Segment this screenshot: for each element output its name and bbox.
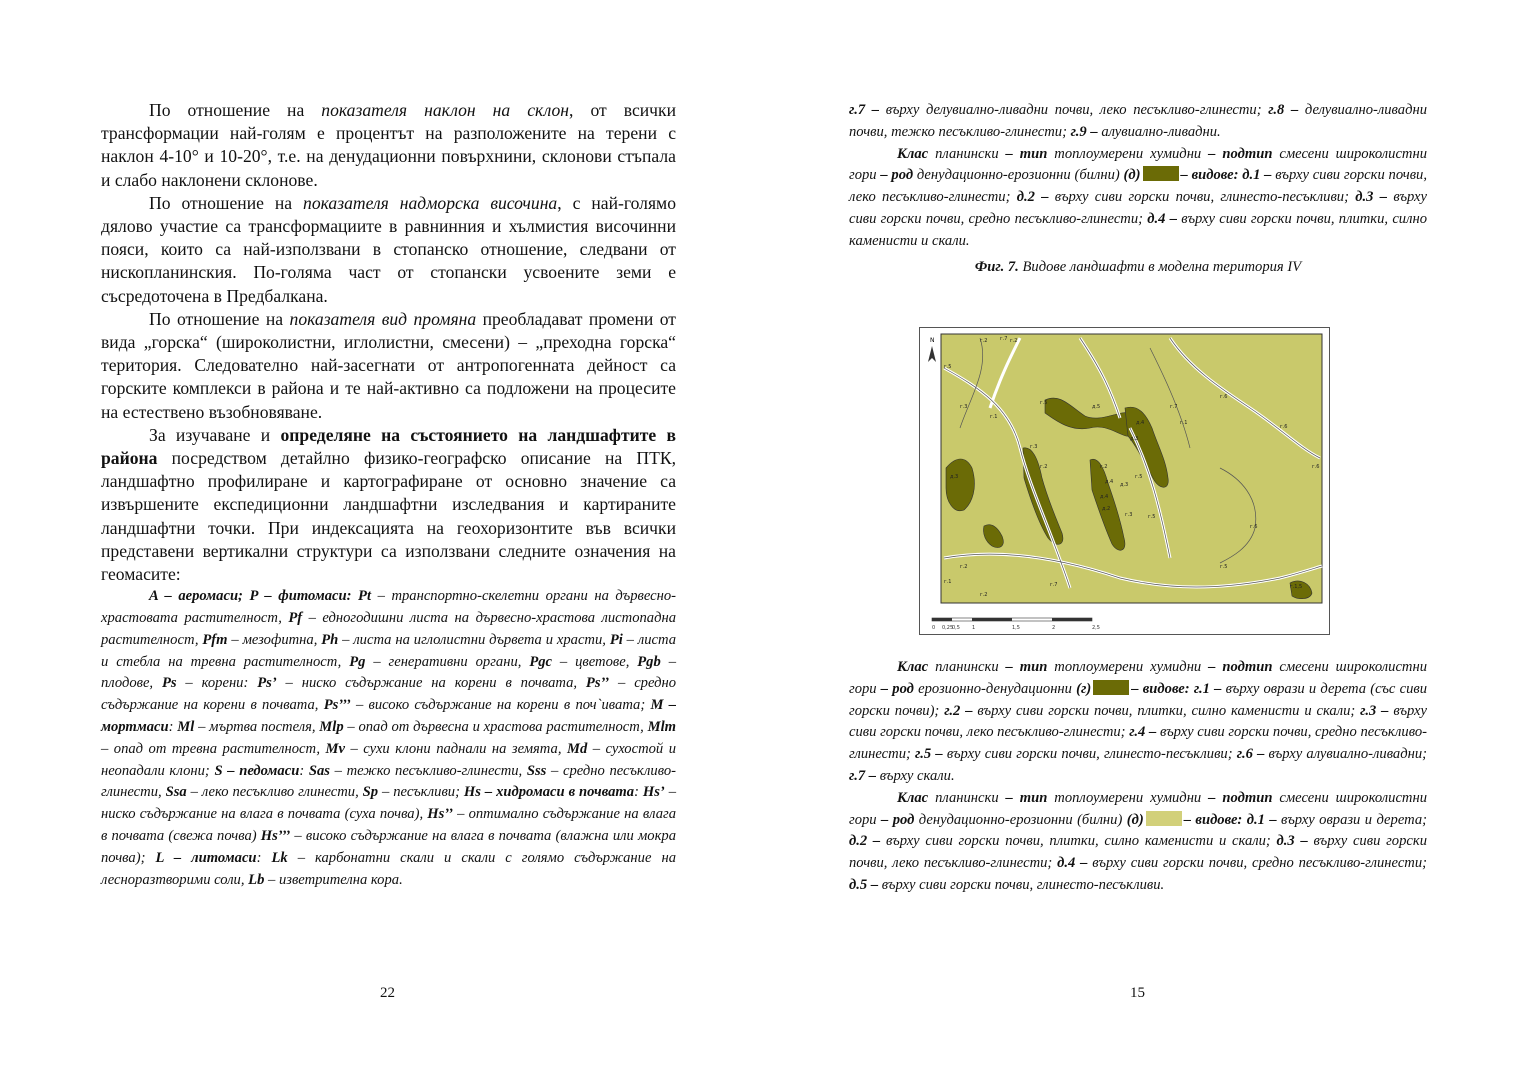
color-swatch <box>1146 811 1182 826</box>
map-label: г.1,5 <box>1290 584 1303 590</box>
map-label: г.6 <box>1312 464 1320 470</box>
term: г.7 – <box>849 767 880 784</box>
term: Md <box>566 740 588 757</box>
map-label: г.5 <box>944 364 952 370</box>
definition: върху сиви горски почви, леко песъкливо-глинести; <box>849 167 1427 206</box>
definition: планински <box>928 145 1006 162</box>
definition: планински <box>928 659 1006 675</box>
definition: денудационно-ерозионни (билни) <box>913 167 1124 184</box>
term: д.4 – <box>1147 210 1182 227</box>
definition: върху сиви горски почви, средно песъкливо-глинести; <box>849 189 1427 227</box>
north-arrow-icon <box>928 337 936 362</box>
term: Sp <box>362 784 379 801</box>
scale-labels <box>932 625 1100 631</box>
map-label: г.3 <box>1125 512 1133 518</box>
term: M – мортмаси <box>101 697 676 736</box>
map-label: д.3 <box>950 474 959 480</box>
map-label: г.1 <box>1180 420 1188 426</box>
definition: върху сиви горски почви, глинесто-песъкливи; <box>946 746 1237 763</box>
definition: върху сиви горски почви, глинесто-песъкливи; <box>1054 189 1356 206</box>
term: д.2 – <box>1016 189 1055 206</box>
term: Sss <box>526 762 547 779</box>
map-label: г.6 <box>1280 424 1288 430</box>
term: – подтип <box>1208 145 1273 162</box>
term: г.5 – <box>915 746 947 763</box>
term: Pfm <box>202 631 228 648</box>
geomass-legend <box>101 586 676 891</box>
definition: – средно песъкливо-глинести, <box>101 762 676 801</box>
map-label: г.2 <box>980 592 988 598</box>
definition: – високо съдържание на корени в поч`ивата; <box>350 697 651 714</box>
definition: върху сиви горски почви, леко песъкливо-глинести; <box>849 833 1427 872</box>
map-frame <box>941 334 1322 603</box>
map-label: г.6 <box>1250 524 1258 530</box>
definition: – ниско съдържание на корени в почвата, <box>276 675 586 692</box>
term: д.1 – <box>1238 167 1276 184</box>
left-text-column <box>101 99 676 891</box>
definition: – плодове, <box>101 653 676 692</box>
term: Pf <box>288 610 303 627</box>
scale-label: 0,25 <box>942 625 954 631</box>
color-swatch <box>1143 166 1179 181</box>
definition: – опад от дървесна и храстова растителност, <box>343 719 648 736</box>
map-label: д.5 <box>1092 404 1101 410</box>
definition: топлоумерени хумидни <box>1047 145 1209 162</box>
landscape-class-paragraph <box>849 657 1427 788</box>
definition: върху сиви горски почви, средно песъкливо-глинести; <box>1092 855 1427 872</box>
definition: : <box>256 849 272 866</box>
scale-label: 0,5 <box>952 625 960 631</box>
term: (г) <box>1076 680 1092 697</box>
definition: върху сиви горски почви, плитки, силно каменисти и скали; <box>885 833 1277 850</box>
term: S – педомаси <box>214 762 300 779</box>
map-label: д.3 <box>1120 482 1129 488</box>
definition: – карбонатни скали и скали с голямо съдържание на лесноразтворими соли, <box>101 849 676 888</box>
definition: върху алувиално-ливадни; <box>1268 746 1428 763</box>
definition: – ниско съдържание на влага в почвата (суха почва), <box>101 784 676 823</box>
term: д.1 – <box>1242 811 1282 828</box>
map-label: г.2 <box>960 564 968 570</box>
map-label: г.5 <box>1135 474 1143 480</box>
term: Hs – хидромаси в почвата <box>463 784 635 801</box>
term: д.4 – <box>1057 855 1093 872</box>
map-label: д.4 <box>1136 420 1145 426</box>
page-number: 15 <box>1130 985 1145 1001</box>
definition: – листа на иглолистни дървета и храсти, <box>338 631 610 648</box>
page-number: 22 <box>380 985 395 1001</box>
term: – видове: <box>1131 680 1190 697</box>
term: Pgc <box>529 653 553 670</box>
term: г.2 – <box>944 702 978 719</box>
map-svg <box>920 328 1329 634</box>
definition: – транспортно-скелетни органи на дървесно-храстовата растителност, <box>101 588 676 627</box>
definition: върху сиви горски почви, глинесто-песъкливи. <box>881 876 1165 893</box>
map-label: г.5 <box>1040 400 1048 406</box>
color-swatch <box>1093 680 1129 695</box>
definition: върху сиви горски почви, средно песъкливо-глинести; <box>849 724 1428 763</box>
definition: – мъртва постеля, <box>194 719 320 736</box>
term: Ssa <box>165 784 187 801</box>
term: г.8 – <box>1268 102 1305 118</box>
map-label: д.4 <box>1100 494 1109 500</box>
term: (д) <box>1123 167 1141 184</box>
term: г.9 – <box>1070 123 1102 140</box>
definition: – листа и стебла на тревна растителност, <box>101 631 677 670</box>
definition: – високо съдържание на влага в почвата (влажна или мокра почва); <box>101 828 676 866</box>
definition: върху сиви горски почви, леко песъкливо-глинести; <box>849 702 1428 741</box>
paragraph: По отношение на показателя надморска височина, с най-голямо дялово участие са трансформациите в равнинния и хълмистия височинни пояси, които са най-използвани в стопанско отношение, следвани от нископланинския. По-голяма част от стопански усвоените земи е съсредоточена в Предбалкана. <box>101 192 676 306</box>
definition: – леко песъкливо глинести, <box>186 784 363 801</box>
term: Pg <box>349 653 366 670</box>
term: Ph <box>321 631 339 648</box>
right-lower-text <box>849 657 1427 897</box>
term: Hs’’ <box>427 806 453 823</box>
map-label: г.2 <box>980 338 988 344</box>
term: – тип <box>1005 145 1048 162</box>
definition: върху сиви горски почви, плитки, силно каменисти и скали; <box>977 702 1361 719</box>
map-label: г.2 <box>1040 464 1048 470</box>
scale-bar <box>932 618 1092 621</box>
term: д.3 – <box>1355 189 1394 206</box>
definition: : <box>168 719 178 736</box>
definition: – едногодишни листа на дървесно-храстова листопадна растителност, <box>101 610 676 648</box>
term: – видове: <box>1183 811 1243 828</box>
map-label: д.2 <box>1102 506 1111 512</box>
term: г.7 – <box>849 102 886 118</box>
definition: смесени широколистни гори <box>849 659 1428 697</box>
definition: – сухи клони паднали на земята, <box>345 740 567 757</box>
definition: върху оврази и дерета (със сиви горски почви); <box>849 680 1428 719</box>
continuation-paragraph <box>849 100 1427 144</box>
definition: – песъкливи; <box>378 784 464 801</box>
svg-text:N: N <box>930 337 935 344</box>
definition: върху оврази и дерета; <box>1281 811 1427 828</box>
term: д.5 – <box>849 876 882 893</box>
term: д.3 – <box>1276 833 1314 850</box>
definition: алувиално-ливадни. <box>1101 123 1221 140</box>
term: – тип <box>1005 789 1048 806</box>
definition: – опад от тревна растителност, <box>101 740 326 757</box>
definition: смесени широколистни гори <box>849 145 1428 184</box>
term: (д) <box>1126 811 1144 828</box>
scale-label: 2,5 <box>1092 625 1100 631</box>
term: Клас <box>897 789 929 806</box>
definition: върху сиви горски почви, плитки, силно каменисти и скали. <box>849 210 1427 249</box>
term: Hs’ <box>642 784 665 801</box>
term: г.3 – <box>1360 702 1394 719</box>
term: Ps’ <box>257 675 277 692</box>
paragraph: По отношение на показателя вид промяна преобладават промени от вида „горска“ (широколистни, иглолистни, смесени) – „преходна горска“ територия. Следователно най-засегнати от антропогенната дейност са горските комплекси в района и те най-активно са подложени на процесите на естествено възобновяване. <box>101 308 676 422</box>
scale-label: 2 <box>1052 625 1056 631</box>
definition: ерозионно-денудационни <box>913 680 1077 697</box>
map-label: г.7 <box>1170 404 1178 410</box>
term: Ml <box>177 719 195 736</box>
landscape-map <box>919 327 1330 635</box>
definition: – генеративни органи, <box>365 653 530 670</box>
right-text-column <box>849 100 1427 276</box>
definition: – мезофитна, <box>227 631 322 648</box>
map-label: г.2 <box>1100 464 1108 470</box>
definition: планински <box>928 789 1006 806</box>
term: – видове: <box>1180 167 1239 184</box>
top-text <box>849 100 1427 253</box>
map-label: г.1 <box>990 414 998 420</box>
term: Lk <box>271 849 288 866</box>
term: – род <box>880 167 914 184</box>
scale-label: 0 <box>932 625 936 631</box>
term: г.1 – <box>1189 680 1226 697</box>
map-label: г.7 <box>1000 336 1008 342</box>
lower-text <box>849 657 1427 897</box>
term: г.4 – <box>1129 724 1160 741</box>
map-label: г.1 <box>944 579 952 585</box>
scale-label: 1 <box>972 625 976 631</box>
map-label: г.3 <box>1030 444 1038 450</box>
scale-label: 1,5 <box>1012 625 1020 631</box>
term: Pi <box>609 631 623 648</box>
landscape-class-paragraph <box>849 144 1427 253</box>
definition: – средно съдържание на корени в почвата, <box>101 675 677 714</box>
term: A – аеромаси; P – фитомаси: Pt <box>149 588 372 605</box>
paragraph: За изучаване и определяне на състоянието на ландшафтите в района посредством детайлно физико-географско описание на ПТК, ландшафтно профилиране и картографиране от основно значение са извършените експедиционни ландшафтни изследвания и картираните ландшафтни точки. При индексацията на геохоризонтите във всички представени вертикални структури са използвани следните означения на геомасите: <box>101 424 677 585</box>
definition: – цветове, <box>552 653 638 670</box>
map-label: г.2 <box>1010 338 1018 344</box>
term: – род <box>881 811 915 828</box>
map-label: д.4 <box>1105 479 1114 485</box>
map-label: г.5 <box>1220 564 1228 570</box>
term: Клас <box>897 145 929 162</box>
definition: – изветрителна кора. <box>264 871 403 888</box>
definition: смесени широколистни гори <box>849 789 1428 828</box>
definition: върху делувиално-ливадни почви, леко песъкливо-глинести; <box>885 102 1269 118</box>
definition: – тежко песъкливо-глинести, <box>329 762 527 779</box>
definition: – сухостой и неопадали клони; <box>101 740 677 779</box>
map-label: г.3 <box>960 404 968 410</box>
term: Клас <box>897 659 929 675</box>
definition: денудационно-ерозионни (билни) <box>914 811 1127 828</box>
figure-caption: Фиг. 7. Видове ландшафти в моделна територия IV <box>974 258 1302 275</box>
term: – подтип <box>1208 789 1273 806</box>
term: Sas <box>308 762 330 779</box>
figure-label: Фиг. 7. <box>974 258 1019 275</box>
definition: делувиално-ливадни почви, тежко песъкливо-глинести; <box>849 102 1428 140</box>
term: – род <box>880 680 914 697</box>
term: – тип <box>1005 659 1048 675</box>
map-label: г.6 <box>1220 394 1228 400</box>
term: Ps <box>161 675 177 692</box>
map-label: д.3 <box>1130 436 1139 442</box>
term: Mv <box>325 740 346 757</box>
term: Lb <box>248 871 265 888</box>
term: L – литомаси <box>155 849 257 866</box>
term: Hs’’’ <box>260 828 291 845</box>
definition: топлоумерени хумидни <box>1047 789 1209 806</box>
definition: – корени: <box>176 675 258 692</box>
paragraph: По отношение на показателя наклон на склон, от всички трансформации най-голям е процентът на разположените на терени с наклон 4-10° и 10-20°, т.е. на денудационни повърхнини, склонови стъпала и слабо наклонени склонове. <box>101 100 676 190</box>
term: Ps’’ <box>585 675 610 692</box>
term: д.2 – <box>849 833 886 850</box>
term: г.6 – <box>1236 746 1269 763</box>
definition: върху скали. <box>879 767 955 784</box>
right-page <box>764 0 1528 1080</box>
map-label: г.7 <box>1050 582 1058 588</box>
term: Pgb <box>637 653 661 670</box>
definition: : <box>634 784 643 801</box>
landscape-class-paragraph <box>849 788 1427 897</box>
body-text <box>101 99 676 586</box>
definition: топлоумерени хумидни <box>1047 659 1209 675</box>
term: Ps’’’ <box>323 697 351 714</box>
definition: : <box>299 762 309 779</box>
definition: – оптимално съдържание на влага в почвата (свежа почва) <box>101 806 676 845</box>
legend-paragraph <box>101 586 676 891</box>
term: Mlm <box>647 719 676 736</box>
term: – подтип <box>1208 659 1273 675</box>
term: Mlp <box>319 719 344 736</box>
map-label: г.5 <box>1148 514 1156 520</box>
